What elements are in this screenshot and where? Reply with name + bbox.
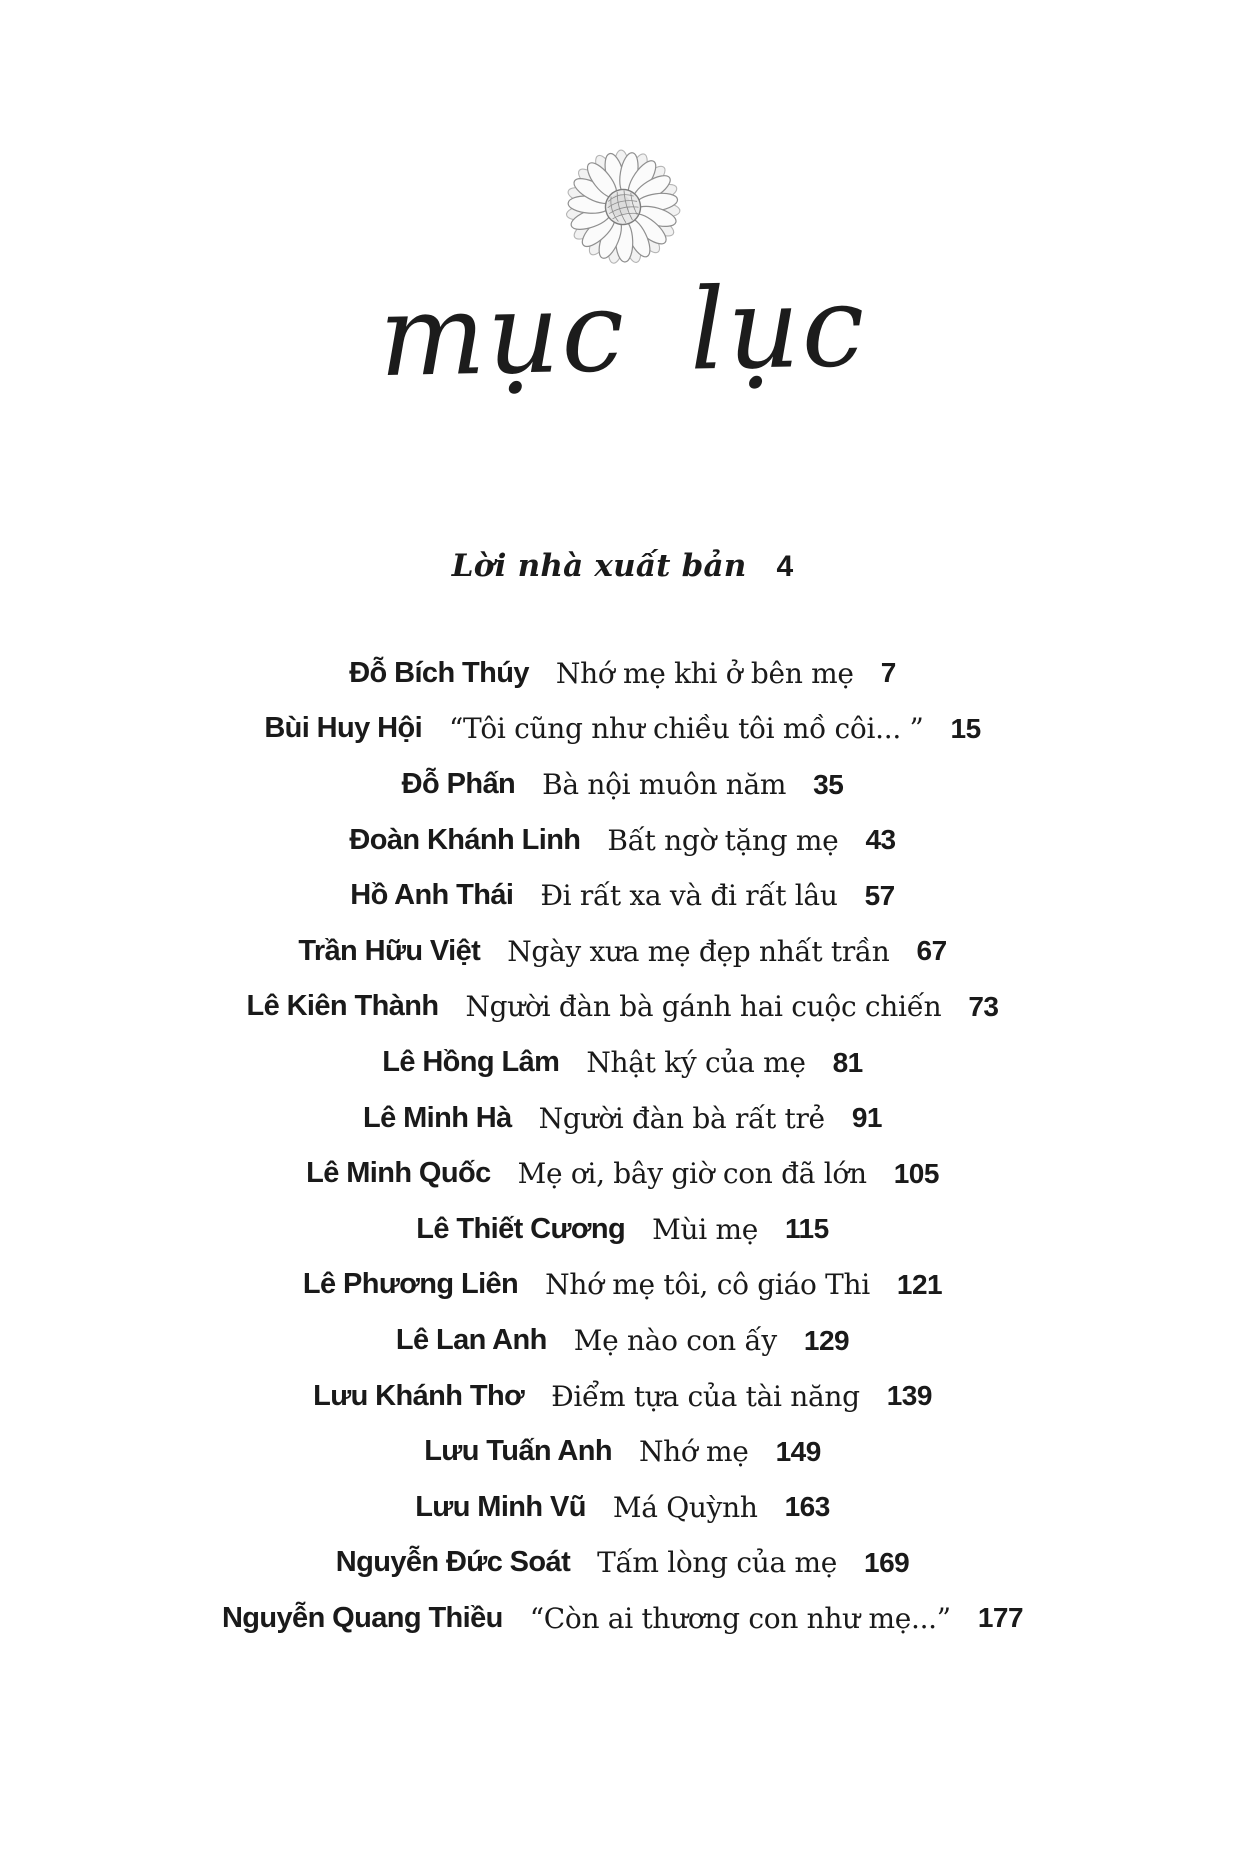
- entry-page-number: 105: [893, 1157, 939, 1189]
- entry-page-number: 67: [916, 935, 947, 967]
- toc-entry-row: [0, 1035, 1245, 1091]
- entry-author: Lưu Khánh Thơ: [313, 1379, 525, 1412]
- toc-entry-row: [0, 1202, 1245, 1258]
- entry-author: Lê Minh Hà: [363, 1101, 512, 1134]
- toc-entry-row: [0, 868, 1245, 924]
- toc-entry-row: [0, 1535, 1245, 1591]
- toc-entry-row: [0, 1424, 1245, 1480]
- entry-title: Nhật ký của mẹ: [586, 1046, 806, 1080]
- entry-author: Bùi Huy Hội: [264, 712, 423, 745]
- entry-page-number: 15: [950, 712, 981, 744]
- toc-entry-row: [0, 1146, 1245, 1202]
- toc-entry-row: [0, 1368, 1245, 1424]
- entry-author: Nguyễn Đức Soát: [335, 1546, 571, 1579]
- entry-title: Người đàn bà rất trẻ: [538, 1101, 825, 1135]
- preface-label: Lời nhà xuất bản: [451, 547, 747, 584]
- entry-title: “Tôi cũng như chiều tôi mồ côi... ”: [449, 712, 924, 746]
- toc-entry-row: [0, 979, 1245, 1035]
- entry-page-number: 81: [832, 1046, 863, 1078]
- toc-entry-row: [0, 1090, 1245, 1146]
- toc-entry-row: [0, 812, 1245, 868]
- entry-page-number: 115: [785, 1213, 829, 1245]
- entry-page-number: 177: [977, 1602, 1024, 1634]
- entry-title: Mẹ nào con ấy: [573, 1324, 777, 1358]
- entry-page-number: 35: [813, 768, 844, 800]
- entry-author: Lê Phương Liên: [302, 1268, 519, 1301]
- entry-page-number: 139: [886, 1380, 932, 1412]
- entry-title: Má Quỳnh: [612, 1490, 758, 1524]
- preface-row: [452, 548, 793, 584]
- entry-title: Nhớ mẹ tôi, cô giáo Thi: [545, 1268, 870, 1302]
- entry-title: Người đàn bà gánh hai cuộc chiến: [465, 990, 942, 1024]
- entry-page-number: 73: [968, 990, 999, 1022]
- toc-entry-row: [0, 1480, 1245, 1536]
- toc-entry-row: [0, 924, 1245, 980]
- entry-page-number: 129: [803, 1324, 850, 1356]
- entry-author: Đoàn Khánh Linh: [349, 823, 581, 856]
- entry-author: Lưu Tuấn Anh: [424, 1435, 612, 1468]
- entry-title: Tấm lòng của mẹ: [597, 1546, 838, 1580]
- toc-entry-row: [0, 1257, 1245, 1313]
- entry-title: Mẹ ơi, bây giờ con đã lớn: [517, 1157, 867, 1191]
- page-title: mục lục: [377, 261, 868, 403]
- entry-author: Đỗ Bích Thúy: [349, 656, 529, 689]
- entry-title: Mùi mẹ: [652, 1212, 759, 1246]
- entry-title: Bà nội muôn năm: [542, 768, 787, 802]
- entry-title: Đi rất xa và đi rất lâu: [540, 879, 838, 913]
- entry-author: Nguyễn Quang Thiều: [221, 1601, 503, 1634]
- toc-entries: [0, 646, 1245, 1647]
- entry-author: Hồ Anh Thái: [350, 879, 514, 912]
- entry-author: Lê Kiên Thành: [246, 990, 439, 1023]
- entry-author: Lê Thiết Cương: [416, 1212, 626, 1245]
- entry-page-number: 149: [775, 1435, 821, 1467]
- entry-author: Lê Lan Anh: [395, 1324, 547, 1357]
- entry-page-number: 91: [851, 1102, 882, 1134]
- entry-title: “Còn ai thương con như mẹ...”: [529, 1601, 951, 1635]
- entry-title: Điểm tựa của tài năng: [551, 1379, 860, 1413]
- toc-entry-row: [0, 757, 1245, 813]
- sunflower-icon: [559, 140, 687, 272]
- entry-author: Lê Minh Quốc: [306, 1157, 491, 1190]
- entry-title: Ngày xưa mẹ đẹp nhất trần: [507, 934, 890, 968]
- entry-author: Lưu Minh Vũ: [415, 1490, 586, 1523]
- toc-entry-row: [0, 1313, 1245, 1369]
- preface-page-number: 4: [776, 549, 794, 583]
- entry-page-number: 7: [880, 657, 896, 689]
- entry-page-number: 57: [864, 879, 895, 911]
- entry-title: Nhớ mẹ khi ở bên mẹ: [555, 656, 854, 690]
- entry-title: Nhớ mẹ: [638, 1435, 749, 1469]
- entry-page-number: 163: [784, 1491, 830, 1523]
- toc-entry-row: [0, 1591, 1245, 1647]
- entry-author: Lê Hồng Lâm: [382, 1046, 560, 1079]
- entry-page-number: 121: [896, 1268, 943, 1300]
- entry-title: Bất ngờ tặng mẹ: [607, 823, 839, 857]
- toc-entry-row: [0, 646, 1245, 702]
- entry-page-number: 43: [865, 824, 896, 856]
- toc-entry-row: [0, 701, 1245, 757]
- entry-author: Trần Hữu Việt: [298, 934, 481, 967]
- entry-page-number: 169: [864, 1546, 910, 1578]
- entry-author: Đỗ Phấn: [401, 768, 516, 801]
